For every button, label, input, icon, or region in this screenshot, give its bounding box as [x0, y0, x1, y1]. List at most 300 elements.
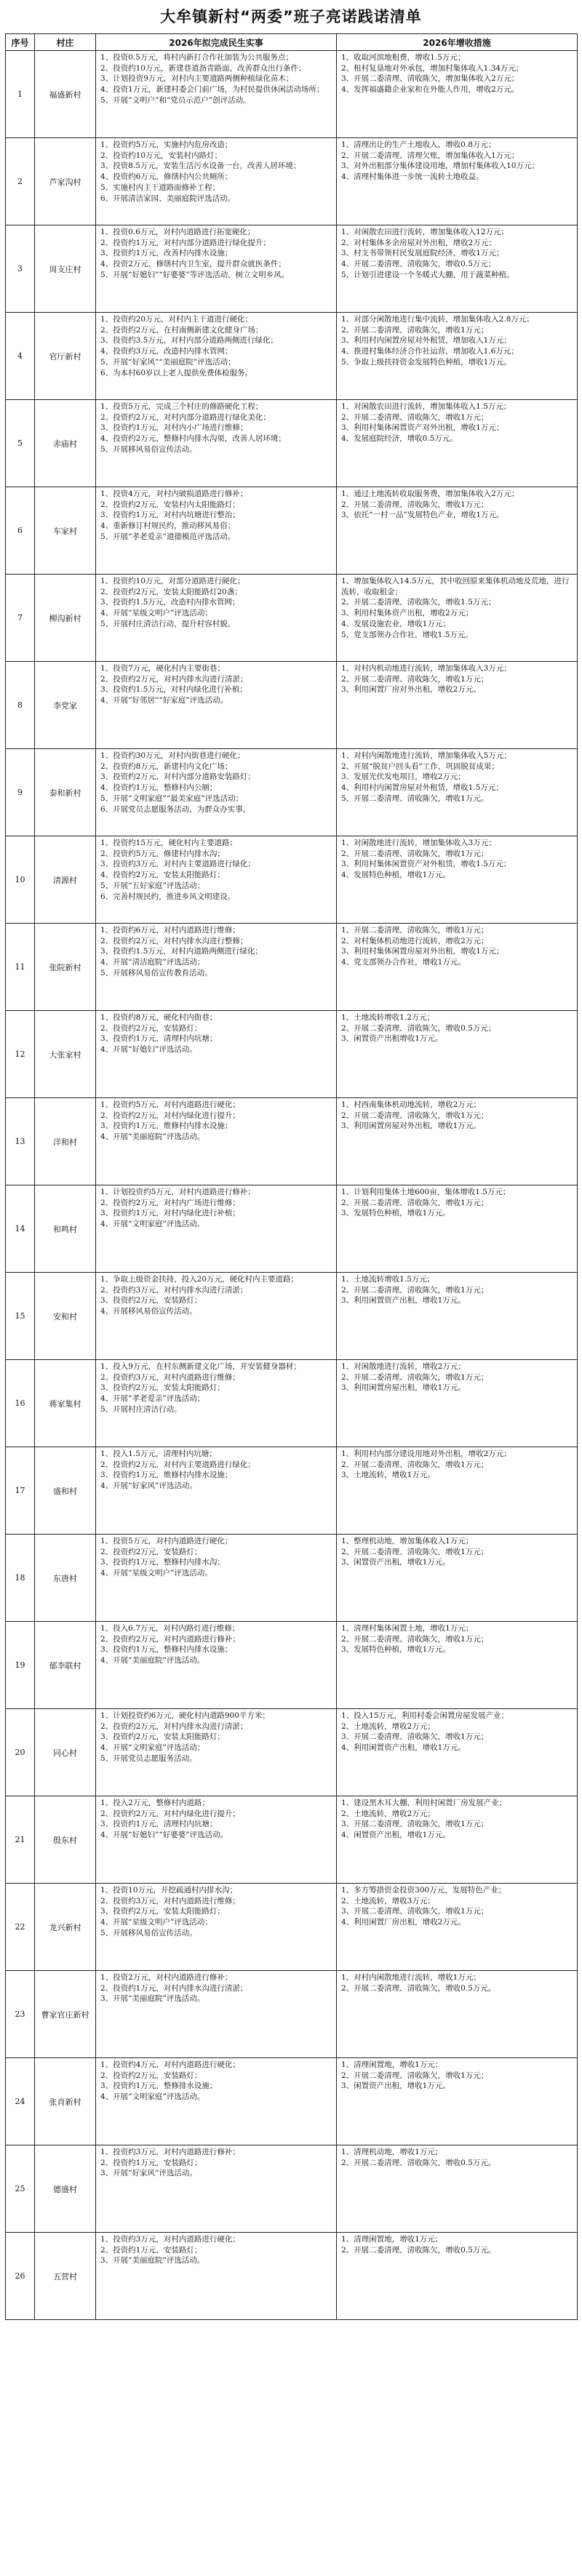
income-item: 2、开展二委清理、清收陈欠，增收1万元； — [341, 500, 489, 509]
table-row — [6, 1971, 578, 2058]
livelihood-item: 5、开展移风易俗宣传教育活动。 — [100, 968, 212, 977]
income-cell — [337, 1360, 578, 1447]
livelihood-item: 1、投资约3万元，对村内道路进行硬化； — [100, 2235, 240, 2244]
table-row — [6, 924, 578, 1011]
livelihood-item: 1、投资约10万元，对部分道路进行硬化； — [100, 577, 245, 585]
income-item: 2、开展二委清理、清收陈欠，增收1万元； — [341, 1547, 489, 1556]
income-item: 4、发展庭院经济，增收0.5万元。 — [341, 434, 458, 444]
livelihood-cell — [96, 749, 337, 836]
village-name: 福盛新村 — [35, 51, 96, 138]
livelihood-item: 3、投资约1万元，改善村内排水设施； — [100, 249, 233, 258]
income-item: 3、发展特色种植，增收1万元。 — [341, 1645, 450, 1655]
table-row — [6, 749, 578, 836]
livelihood-item: 4、开展“文明家庭”评选活动。 — [100, 1220, 205, 1229]
income-item: 2、土地流转，增收3万元； — [341, 1896, 435, 1905]
livelihood-item: 1、计划投资约6万元，硬化村内道路900平方米； — [100, 1711, 270, 1720]
income-item: 4、开展二委清理、清收陈欠，增收0.5万元； — [341, 260, 496, 269]
livelihood-item: 1、投资5万元，完成三个村庄的修路硬化工程； — [100, 402, 263, 411]
livelihood-item: 3、投资约1万元，整修村内排水设施； — [100, 1645, 233, 1655]
livelihood-item: 1、投资约4万元，对村内道路进行硬化； — [100, 2060, 240, 2069]
table-row — [6, 138, 578, 225]
livelihood-item: 2、投资约2万元，对村内排水沟进行清淤； — [100, 1721, 248, 1731]
livelihood-item: 1、投资约30万元，对村内街巷进行硬化； — [100, 751, 245, 760]
income-cell — [337, 575, 578, 662]
livelihood-item: 5、开展“文明家庭”“最美家庭”评选活动； — [100, 793, 244, 803]
row-number: 23 — [6, 1971, 35, 2058]
row-number: 24 — [6, 2058, 35, 2145]
livelihood-item: 1、投资约15万元，硬化村内主要道路； — [100, 839, 238, 847]
livelihood-item: 5、开展党员志愿服务活动。 — [100, 1753, 197, 1763]
livelihood-item: 3、投资约1万元，维修村内排水设施； — [100, 1471, 233, 1480]
livelihood-cell — [96, 836, 337, 924]
income-item: 3、利用村集体资产出租，增收2万元； — [341, 609, 474, 618]
livelihood-cell — [96, 1622, 337, 1709]
livelihood-cell — [96, 313, 337, 400]
income-item: 1、清理闲置地，增收1万元； — [341, 2235, 443, 2244]
income-item: 2、开展二委清理、清收陈欠，增收0.5万元； — [341, 1023, 496, 1033]
income-cell — [337, 1796, 578, 1884]
row-number: 13 — [6, 1098, 35, 1185]
income-cell — [337, 1709, 578, 1796]
village-name: 德盛村 — [35, 2145, 96, 2233]
income-item: 5、计划引进建设一个冬暖式大棚，用于蔬菜种植。 — [341, 270, 514, 279]
row-number: 15 — [6, 1273, 35, 1360]
livelihood-item: 4、开展“好媳妇”“好婆婆”评选活动。 — [100, 1831, 228, 1840]
income-item: 4、发展设施农业，增收1万元； — [341, 619, 450, 628]
livelihood-item: 3、投资约1万元，整修排水设施； — [100, 2081, 218, 2091]
livelihood-item: 2、投资约1万元，安装路灯； — [100, 2245, 202, 2255]
income-cell — [337, 1273, 578, 1360]
livelihood-item: 4、投资约2万元，整修村内排水沟渠，改善人居环境； — [100, 434, 286, 444]
income-item: 1、清理闲置地，增收1万元； — [341, 2060, 443, 2069]
village-name: 清源村 — [35, 836, 96, 924]
village-name: 芦家沟村 — [35, 138, 96, 225]
income-item: 2、开展二委清理、清收陈欠，增收1万元； — [341, 325, 489, 335]
income-cell — [337, 1622, 578, 1709]
income-item: 3、依托“一村一品”发展特色产业，增收1万元。 — [341, 511, 504, 520]
table-row — [6, 1447, 578, 1535]
header-livelihood: 2026年拟完成民生实事 — [96, 34, 337, 51]
livelihood-item: 2、投资约1万元，对村内排水沟进行清淤； — [100, 1983, 248, 1993]
table-body — [6, 51, 578, 2320]
income-item: 1、投入15万元，利用村委会闲置房屋发展产业； — [341, 1711, 509, 1720]
income-item: 3、利用闲置厂房对外出租，增收2万元。 — [341, 685, 481, 695]
income-item: 3、对外出租部分集体建设用地，增加村集体收入10万元； — [341, 161, 540, 171]
livelihood-cell — [96, 1447, 337, 1535]
livelihood-cell — [96, 400, 337, 487]
income-cell — [337, 749, 578, 836]
row-number: 2 — [6, 138, 35, 225]
income-item: 1、村西南集体机动地流转，增收2万元； — [341, 1100, 481, 1109]
livelihood-item: 3、投资约2万元，对村内部分道路安装路灯； — [100, 772, 255, 782]
table-row — [6, 1185, 578, 1273]
income-item: 1、对闲散农田进行流转，增加集体收入1.5万元； — [341, 402, 511, 411]
village-name: 官厅新村 — [35, 313, 96, 400]
income-item: 3、土地流转，增收1万元。 — [341, 1471, 435, 1480]
livelihood-cell — [96, 1884, 337, 1971]
livelihood-item: 5、开展“孝老爱亲”道德模范评选活动。 — [100, 532, 236, 541]
row-number: 20 — [6, 1709, 35, 1796]
row-number: 17 — [6, 1447, 35, 1535]
income-item: 2、开展二委清理、清理欠账，增加集体收入1万元； — [341, 151, 519, 160]
livelihood-cell — [96, 225, 337, 313]
table-row — [6, 1622, 578, 1709]
income-item: 2、开展二委清理、清收陈欠，增收0.5万元。 — [341, 2245, 496, 2255]
row-number: 9 — [6, 749, 35, 836]
income-item: 3、利用村集体闲置资产对外出租，增收1万元； — [341, 423, 504, 433]
livelihood-item: 4、投资约3万元，改造村内排水管网； — [100, 347, 233, 356]
livelihood-item: 2、投资约1万元，安装路灯； — [100, 2158, 202, 2167]
livelihood-item: 2、投资约3万元，对村内排水沟进行清淤； — [100, 1285, 248, 1295]
village-name: 同心村 — [35, 1709, 96, 1796]
income-cell — [337, 1011, 578, 1098]
income-item: 2、开展二委清理、清收陈欠，增收1万元； — [341, 1111, 489, 1120]
livelihood-cell — [96, 1971, 337, 2058]
income-item: 1、土地流转增收1.5万元； — [341, 1275, 435, 1284]
income-item: 3、利用村集体闲置资产对外租赁，增收1.5万元； — [341, 860, 511, 869]
village-name: 郁李联村 — [35, 1622, 96, 1709]
livelihood-item: 3、投资约1.5万元，对村内绿化进行补植； — [100, 685, 247, 695]
livelihood-item: 1、投资2万元，对村内道路进行修补； — [100, 1973, 233, 1982]
village-name: 周支庄村 — [35, 225, 96, 313]
table-row — [6, 1011, 578, 1098]
village-name: 泰和新村 — [35, 749, 96, 836]
livelihood-item: 1、投资5万元，对村内道路进行硬化； — [100, 1537, 233, 1545]
livelihood-item: 2、投资约2万元，安装太阳能路灯20盏； — [100, 587, 242, 596]
income-item: 3、利用闲置房屋出租，增收1万元。 — [341, 1383, 466, 1393]
income-item: 3、开展二委清理、清收陈欠，增收1万元； — [341, 1820, 489, 1829]
income-item: 3、开展二委清理、清收陈欠，增收1万元； — [341, 1907, 489, 1916]
livelihood-item: 3、投资约1万元，对村内小广场进行维修； — [100, 423, 248, 433]
livelihood-item: 4、开展“好邻居”“好家庭”评选活动。 — [100, 696, 228, 705]
income-item: 2、开展二委清理、清收陈欠，增收0.5万元。 — [341, 2158, 496, 2167]
livelihood-cell — [96, 1360, 337, 1447]
livelihood-item: 6、为本村60岁以上老人提供免费体检服务。 — [100, 368, 253, 377]
income-item: 3、利用村集体闲置房屋对外出租，增收1万元； — [341, 947, 504, 956]
livelihood-item: 4、重新修订村规民约，推动移风易俗； — [100, 521, 236, 531]
income-item: 4、利用闲置资产出租，增收1万元。 — [341, 1743, 466, 1753]
livelihood-item: 4、开展“好媳妇”评选活动。 — [100, 1045, 197, 1055]
income-item: 1、清理村集体闲置土地，增收1万元； — [341, 1624, 474, 1633]
table-row — [6, 2233, 578, 2320]
livelihood-item: 4、开展“清洁庭院”评选活动； — [100, 958, 205, 967]
income-cell — [337, 1185, 578, 1273]
livelihood-item: 1、投资约3万元，对村内道路进行修补； — [100, 2148, 240, 2156]
livelihood-item: 4、开展“星级文明户”评选活动； — [100, 1918, 212, 1927]
row-number: 8 — [6, 662, 35, 749]
livelihood-cell — [96, 1011, 337, 1098]
income-item: 2、开展二委清理、清收陈欠，增收1万元； — [341, 1372, 489, 1382]
income-item: 4、发展特色种植，增收1万元。 — [341, 871, 450, 880]
livelihood-item: 2、投资约2万元，安装路灯； — [100, 2071, 202, 2080]
table-row — [6, 836, 578, 924]
income-item: 1、对村内机动地进行流转，增加集体收入3万元； — [341, 664, 511, 673]
livelihood-item: 5、开展“文明户”和“党员示范户”创评活动。 — [100, 95, 251, 105]
income-item: 2、对村集体机动地进行流转，增收2万元； — [341, 936, 489, 945]
income-cell — [337, 1535, 578, 1622]
row-number: 5 — [6, 400, 35, 487]
livelihood-cell — [96, 1273, 337, 1360]
livelihood-item: 1、投资4万元，对村内破损道路进行修补； — [100, 489, 248, 498]
income-item: 1、土地流转增收1.2万元； — [341, 1013, 435, 1022]
row-number: 11 — [6, 924, 35, 1011]
village-name: 车家村 — [35, 487, 96, 575]
livelihood-item: 1、投资7万元，硬化村内主要街巷； — [100, 664, 225, 673]
village-name: 安和村 — [35, 1273, 96, 1360]
income-item: 4、利用闲置厂房出租，增收2万元。 — [341, 1918, 466, 1927]
village-name: 曹家官庄新村 — [35, 1971, 96, 2058]
livelihood-cell — [96, 924, 337, 1011]
table-row — [6, 662, 578, 749]
livelihood-item: 2、投资约2万元，对村内绿化进行提升； — [100, 1809, 240, 1818]
income-item: 4、利用村内闲置房屋对外租赁，增收1.5万元； — [341, 783, 503, 793]
table-row — [6, 1360, 578, 1447]
village-name: 张院新村 — [35, 924, 96, 1011]
livelihood-item: 2、投资约2万元，对村内排水沟进行整修； — [100, 936, 248, 945]
table-row — [6, 1709, 578, 1796]
livelihood-item: 1、投资10万元，开挖疏通村内排水沟； — [100, 1886, 238, 1895]
livelihood-item: 5、实施村内主干道路面修补工程； — [100, 183, 220, 192]
income-item: 2、开展二委清理、清收陈欠，增收1万元； — [341, 1285, 489, 1295]
income-item: 3、开展二委清理、清收陈欠，增收1万元； — [341, 1732, 489, 1742]
livelihood-item: 2、投资约1万元，对村内部分道路进行绿化提升； — [100, 238, 271, 247]
livelihood-item: 4、开展“文明家庭”评选活动； — [100, 1743, 205, 1753]
livelihood-cell — [96, 1098, 337, 1185]
village-name: 柳沟新村 — [35, 575, 96, 662]
income-item: 3、闲置资产出租，增收1万元。 — [341, 2081, 450, 2091]
income-item: 1、收取河滨地租费，增收1.5万元； — [341, 53, 466, 62]
table-row — [6, 1273, 578, 1360]
row-number: 21 — [6, 1796, 35, 1884]
livelihood-item: 1、投入9万元，在村东侧新建文化广场，并安装健身器材； — [100, 1362, 301, 1371]
income-cell — [337, 225, 578, 313]
livelihood-item: 5、开展移风易俗宣传活动。 — [100, 444, 197, 454]
income-item: 2、土地流转，增收2万元； — [341, 1809, 435, 1818]
income-item: 4、党支部领办合作社，增收1万元。 — [341, 958, 466, 967]
village-name: 大张家村 — [35, 1011, 96, 1098]
income-item: 1、对闲散地进行流转，增收2万元； — [341, 1362, 466, 1371]
livelihood-item: 1、投资约5万元，对村内道路进行硬化； — [100, 1100, 240, 1109]
livelihood-cell — [96, 2058, 337, 2145]
livelihood-item: 4、投资约6万元，修缮村内公共厕所； — [100, 172, 233, 182]
livelihood-cell — [96, 575, 337, 662]
livelihood-item: 5、开展村庄清洁行动。 — [100, 1404, 182, 1414]
livelihood-item: 2、投资约2万元，对村内道路进行修补； — [100, 1634, 240, 1644]
row-number: 7 — [6, 575, 35, 662]
income-cell — [337, 1884, 578, 1971]
livelihood-item: 2、投资约2万元，安装村内太阳能路灯； — [100, 500, 240, 509]
livelihood-item: 6、完善村规民约，推进乡风文明建设。 — [100, 892, 236, 901]
village-name: 洋和村 — [35, 1098, 96, 1185]
livelihood-item: 5、开展“好家风”“美丽庭院”评选活动； — [100, 357, 236, 367]
livelihood-item: 6、开展党员志愿服务活动，为群众办实事。 — [100, 804, 251, 814]
table-row — [6, 1884, 578, 1971]
income-cell — [337, 487, 578, 575]
row-number: 4 — [6, 313, 35, 400]
row-number: 10 — [6, 836, 35, 924]
income-item: 3、发展特色种植，增收1万元。 — [341, 1209, 450, 1218]
income-item: 1、对村内闲散地进行流转，增收1万元； — [341, 1973, 481, 1982]
income-item: 3、开展二委清理、清收陈欠，增加集体收入2万元； — [341, 74, 519, 84]
livelihood-item: 1、投资约6万元，对村内道路进行维修； — [100, 926, 240, 935]
income-item: 2、租村复垦地对外承包，增加村集体收入1.34万元； — [341, 63, 524, 73]
livelihood-item: 2、投资约3万元，对村内道路进行维修； — [100, 1896, 240, 1905]
livelihood-item: 3、投资约2万元，安装太阳能路灯； — [100, 1907, 225, 1916]
income-cell — [337, 836, 578, 924]
livelihood-item: 3、投资约1万元，对村内绿化进行补植； — [100, 1209, 240, 1218]
income-item: 1、建设黑木耳大棚，利用村闲置厂房发展产业； — [341, 1799, 507, 1807]
income-item: 2、开展二委清理、清收陈欠，增收1万元； — [341, 1198, 489, 1207]
livelihood-cell — [96, 1796, 337, 1884]
row-number: 26 — [6, 2233, 35, 2320]
income-item: 1、对村内闲散地进行流转，增加集体收入5万元； — [341, 751, 511, 760]
income-item: 2、对村集体多余房屋对外出租，增收2万元； — [341, 238, 496, 247]
village-name: 东唐村 — [35, 1535, 96, 1622]
livelihood-cell — [96, 138, 337, 225]
income-item: 3、利用闲置资产出租，增收1万元。 — [341, 1296, 466, 1305]
row-number: 19 — [6, 1622, 35, 1709]
livelihood-cell — [96, 662, 337, 749]
livelihood-item: 3、投资约3.5万元，对村内部分道路两侧进行绿化； — [100, 336, 278, 345]
row-number: 14 — [6, 1185, 35, 1273]
livelihood-item: 1、投资约8万元，硬化村内街巷； — [100, 1013, 218, 1022]
livelihood-item: 2、投资约2万元，对村内排水沟进行清淤； — [100, 674, 248, 684]
livelihood-item: 3、投资约2万元，安装路灯； — [100, 1296, 202, 1305]
livelihood-item: 1、投入1.5万元，清理村内坑塘； — [100, 1449, 217, 1458]
livelihood-item: 5、开展村庄清洁行动，提升村容村貌。 — [100, 619, 236, 628]
income-item: 5、党支部领办合作社，增收1.5万元。 — [341, 630, 473, 639]
income-cell — [337, 2058, 578, 2145]
livelihood-item: 5、开展移风易俗宣传活动。 — [100, 1928, 197, 1937]
livelihood-item: 4、开展“孝老爱亲”评选活动； — [100, 1394, 205, 1404]
livelihood-cell — [96, 1185, 337, 1273]
table-row — [6, 1535, 578, 1622]
livelihood-item: 3、投资约1.5万元，对村内道路两侧进行绿化； — [100, 947, 263, 956]
table-row — [6, 2058, 578, 2145]
income-item: 1、通过土地流转收取服务费，增加集体收入2万元； — [341, 489, 519, 498]
livelihood-item: 2、投资约2万元，对村内广场进行维修； — [100, 1198, 240, 1207]
livelihood-item: 2、投资约2万元，安装路灯； — [100, 1023, 202, 1033]
livelihood-item: 3、投资约1万元，清理村内坑塘； — [100, 1034, 218, 1044]
income-item: 1、多方筹措资金投资300万元，发展特色产业； — [341, 1886, 506, 1895]
income-cell — [337, 2145, 578, 2233]
income-item: 4、闲置资产出租，增收1万元。 — [341, 1831, 450, 1840]
income-item: 4、推进村集体经济合作社运营，增加收入1.6万元； — [341, 347, 519, 356]
village-name: 和鸣村 — [35, 1185, 96, 1273]
livelihood-item: 3、投资约2万元，安装太阳能路灯； — [100, 1732, 225, 1742]
income-item: 1、开展二委清理、清收陈欠，增收1万元； — [341, 926, 489, 935]
income-item: 3、发展光伏发电项目，增收2万元； — [341, 772, 466, 782]
village-name: 五营村 — [35, 2233, 96, 2320]
livelihood-item: 4、开展“美丽庭院”评选活动。 — [100, 1656, 205, 1665]
income-item: 3、闲置资产出租，增收1万元。 — [341, 1558, 450, 1567]
income-item: 2、开展二委清理、清收陈欠，增收1万元； — [341, 1460, 489, 1469]
livelihood-item: 3、投资约1万元，对村内坑塘进行整治； — [100, 511, 240, 520]
livelihood-item: 3、投资约1万元，整修村内排水沟； — [100, 1558, 225, 1567]
livelihood-item: 3、投资约1万元，维修村内排水设施； — [100, 1121, 233, 1131]
village-name: 赤庙村 — [35, 400, 96, 487]
income-item: 2、开展二委清理、清收陈欠，增收1万元； — [341, 849, 489, 858]
income-item: 4、发挥福盛籍企业家和在外能人作用，增收2万元。 — [341, 85, 519, 95]
livelihood-item: 1、投资约20万元，对村内主干道进行硬化； — [100, 315, 253, 324]
livelihood-item: 3、计划投资9万元，对村内主要道路两侧种植绿化苗木； — [100, 74, 294, 84]
row-number: 25 — [6, 2145, 35, 2233]
livelihood-item: 3、投资约2万元，安装太阳能路灯； — [100, 1383, 225, 1393]
income-item: 1、清理机动地，增收1万元； — [341, 2148, 443, 2156]
row-number: 6 — [6, 487, 35, 575]
livelihood-item: 4、投资2万元，修缮村内卫生室，提升群众就医条件； — [100, 260, 286, 269]
livelihood-item: 2、投资约2万元，在村南侧新建文化健身广场； — [100, 325, 263, 335]
livelihood-item: 1、计划投资约5万元，对村内道路进行修补； — [100, 1188, 255, 1196]
income-item: 1、对闲散农田进行流转，增加集体收入12万元； — [341, 228, 509, 236]
livelihood-item: 5、开展“好媳妇”“好婆婆”等评选活动，树立文明乡风。 — [100, 270, 290, 279]
livelihood-cell — [96, 487, 337, 575]
row-number: 22 — [6, 1884, 35, 1971]
livelihood-item: 5、开展“五好家庭”评选活动； — [100, 881, 205, 890]
village-name: 龙兴新村 — [35, 1884, 96, 1971]
income-item: 1、对闲散地进行流转，增加集体收入3万元； — [341, 839, 496, 847]
document-title: 大牟镇新村“两委”班子亮诺践诺清单 — [160, 8, 422, 25]
table-row — [6, 313, 578, 400]
income-cell — [337, 662, 578, 749]
income-item: 3、村支书带领村民发展庭院经济，增收1万元； — [341, 249, 504, 258]
table-row — [6, 575, 578, 662]
row-number: 18 — [6, 1535, 35, 1622]
village-name: 殷东村 — [35, 1796, 96, 1884]
income-item: 2、土地流转，增收2万元； — [341, 1721, 435, 1731]
table-row — [6, 487, 578, 575]
village-name: 张肖新村 — [35, 2058, 96, 2145]
income-item: 2、开展二委清理、清收陈欠，增收1万元； — [341, 412, 489, 422]
village-name: 李党家 — [35, 662, 96, 749]
header-village: 村庄 — [35, 34, 96, 51]
income-item: 3、利用村内闲置房屋对外租赁，增加收入1万元； — [341, 336, 511, 345]
table-row — [6, 400, 578, 487]
table-header-row — [6, 34, 578, 51]
village-name: 盛和村 — [35, 1447, 96, 1535]
income-item: 4、清理村集体进一步统一流转土地收益。 — [341, 172, 484, 182]
livelihood-cell — [96, 1535, 337, 1622]
livelihood-item: 4、开展移风易俗宣传活动。 — [100, 1307, 197, 1316]
row-number: 12 — [6, 1011, 35, 1098]
income-cell — [337, 400, 578, 487]
income-item: 5、开展二委清理、清收陈欠，增收1万元。 — [341, 793, 489, 803]
livelihood-item: 1、投资0.5万元，将村内新打合作社加装为公共服务点； — [100, 53, 293, 62]
income-item: 1、计划利用集体土地600亩，集体增收1.5万元； — [341, 1188, 511, 1196]
income-item: 2、开展二委清理、清收陈欠，增收1万元； — [341, 1634, 489, 1644]
village-name: 蒋家集村 — [35, 1360, 96, 1447]
livelihood-item: 3、开展“美丽庭院”评选活动。 — [100, 2256, 205, 2265]
livelihood-item: 4、投资约2万元，安装太阳能路灯； — [100, 871, 225, 880]
header-no: 序号 — [6, 34, 35, 51]
income-item: 2、开展二委清理、清收陈欠，增收1万元； — [341, 674, 489, 684]
income-item: 1、整理机动地，增加集体收入1万元； — [341, 1537, 474, 1545]
table-row — [6, 225, 578, 313]
row-number: 16 — [6, 1360, 35, 1447]
livelihood-item: 2、投资约2万元，安装路灯； — [100, 1547, 202, 1556]
table-row — [6, 1796, 578, 1884]
income-cell — [337, 1447, 578, 1535]
livelihood-item: 2、投资约2万元，对村内部分道路进行绿化美化； — [100, 412, 271, 422]
livelihood-item: 4、开展“好家风”评选活动。 — [100, 1481, 197, 1491]
income-item: 2、开展二委清理、清收陈欠，增收1万元； — [341, 2071, 489, 2080]
livelihood-cell — [96, 1709, 337, 1796]
income-item: 1、增加集体收入14.5万元，其中收回原来集体机动地及荒地，进行流转，收取租金； — [341, 577, 570, 596]
income-item: 5、争取上级扶持资金发展特色种植，增收1万元。 — [341, 357, 511, 367]
livelihood-item: 3、投资约3万元，对村内主要道路进行绿化； — [100, 860, 255, 869]
livelihood-item: 1、投入6.7万元，对村内路灯进行维修； — [100, 1624, 240, 1633]
livelihood-item: 3、开展“好家风”评选活动。 — [100, 2169, 197, 2178]
